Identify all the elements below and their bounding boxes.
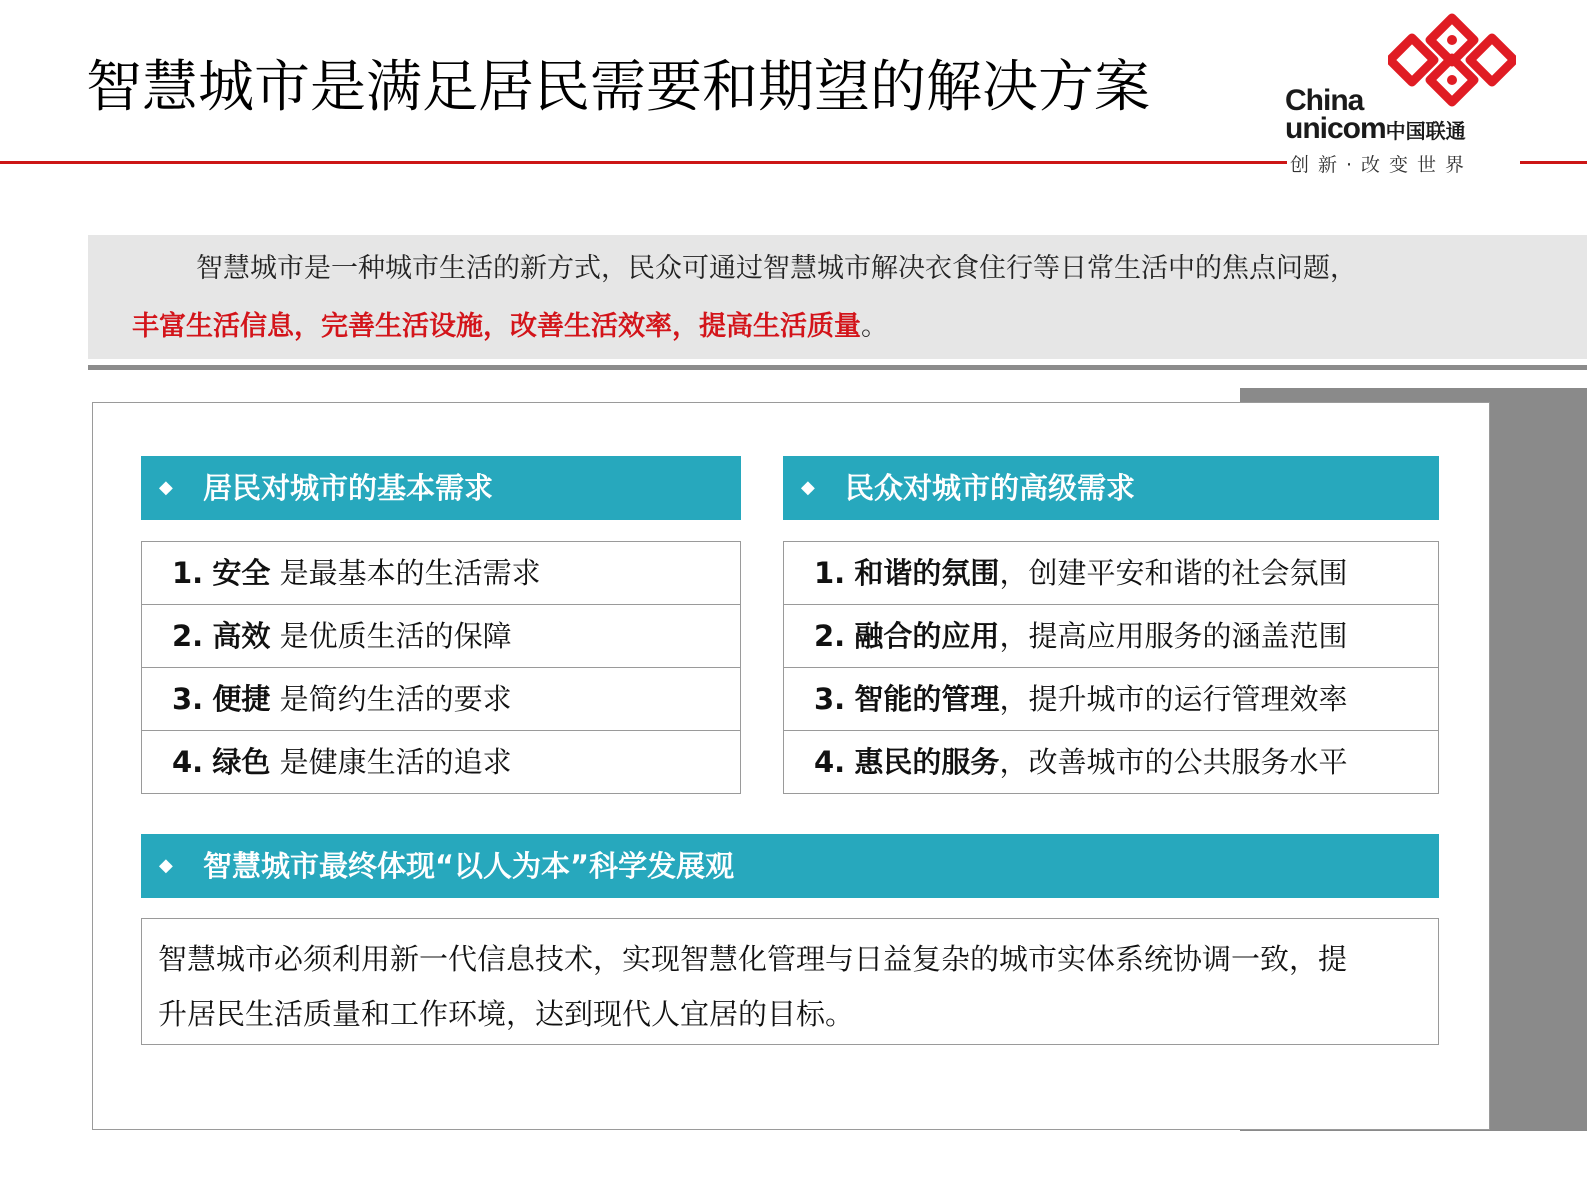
header-divider-right — [1520, 161, 1587, 164]
intro-text-line2 — [132, 307, 888, 347]
intro-divider — [88, 365, 1587, 370]
list-item — [142, 731, 740, 794]
logo-slogan: 创新·改变世界 — [1288, 150, 1479, 177]
page-title: 智慧城市是满足居民需要和期望的解决方案 — [86, 55, 1150, 120]
list-item — [784, 668, 1438, 731]
item-desc: ，提升城市的运行管理效率 — [999, 682, 1348, 716]
header-divider — [0, 161, 1287, 164]
item-key: 绿色 — [212, 745, 271, 779]
diamond-bullet-icon: ◆ — [159, 477, 173, 498]
intro-end-punct: 。 — [861, 311, 888, 342]
item-number: 4. — [172, 745, 204, 779]
advanced-needs-header — [783, 456, 1439, 520]
diamond-bullet-icon: ◆ — [801, 477, 815, 498]
item-key: 惠民的服务 — [854, 745, 1000, 779]
intro-text-line1: 智慧城市是一种城市生活的新方式，民众可通过智慧城市解决衣食住行等日常生活中的焦点问题， — [196, 253, 1357, 284]
item-number: 4. — [814, 745, 846, 779]
item-desc: 是优质生活的保障 — [270, 619, 512, 653]
basic-needs-list — [141, 541, 741, 794]
list-item — [142, 605, 740, 668]
item-desc: 是最基本的生活需求 — [270, 556, 541, 590]
ultimate-text-line1: 智慧城市必须利用新一代信息技术，实现智慧化管理与日益复杂的城市实体系统协调一致，提 — [158, 942, 1348, 976]
item-key: 安全 — [212, 556, 271, 590]
basic-needs-title: 居民对城市的基本需求 — [203, 471, 494, 505]
china-unicom-knot-logo-icon — [1388, 12, 1516, 108]
logo-text-unicom-cn: 中国联通 — [1385, 119, 1466, 143]
ultimate-text-line2: 升居民生活质量和工作环境，达到现代人宜居的目标。 — [158, 997, 855, 1031]
logo-text-china: China — [1285, 84, 1364, 117]
item-number: 3. — [172, 682, 204, 716]
item-key: 便捷 — [212, 682, 271, 716]
item-desc: 是简约生活的要求 — [270, 682, 512, 716]
item-number: 2. — [814, 619, 846, 653]
item-key: 融合的应用 — [854, 619, 1000, 653]
basic-needs-header — [141, 456, 741, 520]
ultimate-title: 智慧城市最终体现“以人为本”科学发展观 — [203, 849, 735, 883]
logo-text-unicom-en: unicom — [1285, 112, 1386, 145]
item-desc: 是健康生活的追求 — [270, 745, 512, 779]
item-number: 3. — [814, 682, 846, 716]
advanced-needs-title: 民众对城市的高级需求 — [845, 471, 1136, 505]
item-desc: ，创建平安和谐的社会氛围 — [999, 556, 1348, 590]
diamond-bullet-icon: ◆ — [159, 855, 173, 876]
ultimate-header — [141, 834, 1439, 898]
item-number: 2. — [172, 619, 204, 653]
list-item — [784, 542, 1438, 605]
list-item — [142, 668, 740, 731]
item-desc: ，改善城市的公共服务水平 — [999, 745, 1348, 779]
item-key: 和谐的氛围 — [854, 556, 1000, 590]
list-item — [784, 605, 1438, 668]
list-item — [142, 542, 740, 605]
advanced-needs-list — [783, 541, 1439, 794]
item-desc: ，提高应用服务的涵盖范围 — [999, 619, 1348, 653]
item-key: 高效 — [212, 619, 271, 653]
item-number: 1. — [814, 556, 846, 590]
intro-band — [88, 235, 1587, 359]
ultimate-description-box — [141, 918, 1439, 1045]
item-key: 智能的管理 — [854, 682, 1000, 716]
logo-text-unicom — [1285, 114, 1466, 144]
list-item — [784, 731, 1438, 794]
intro-highlight: 丰富生活信息，完善生活设施，改善生活效率，提高生活质量 — [132, 311, 861, 342]
item-number: 1. — [172, 556, 204, 590]
